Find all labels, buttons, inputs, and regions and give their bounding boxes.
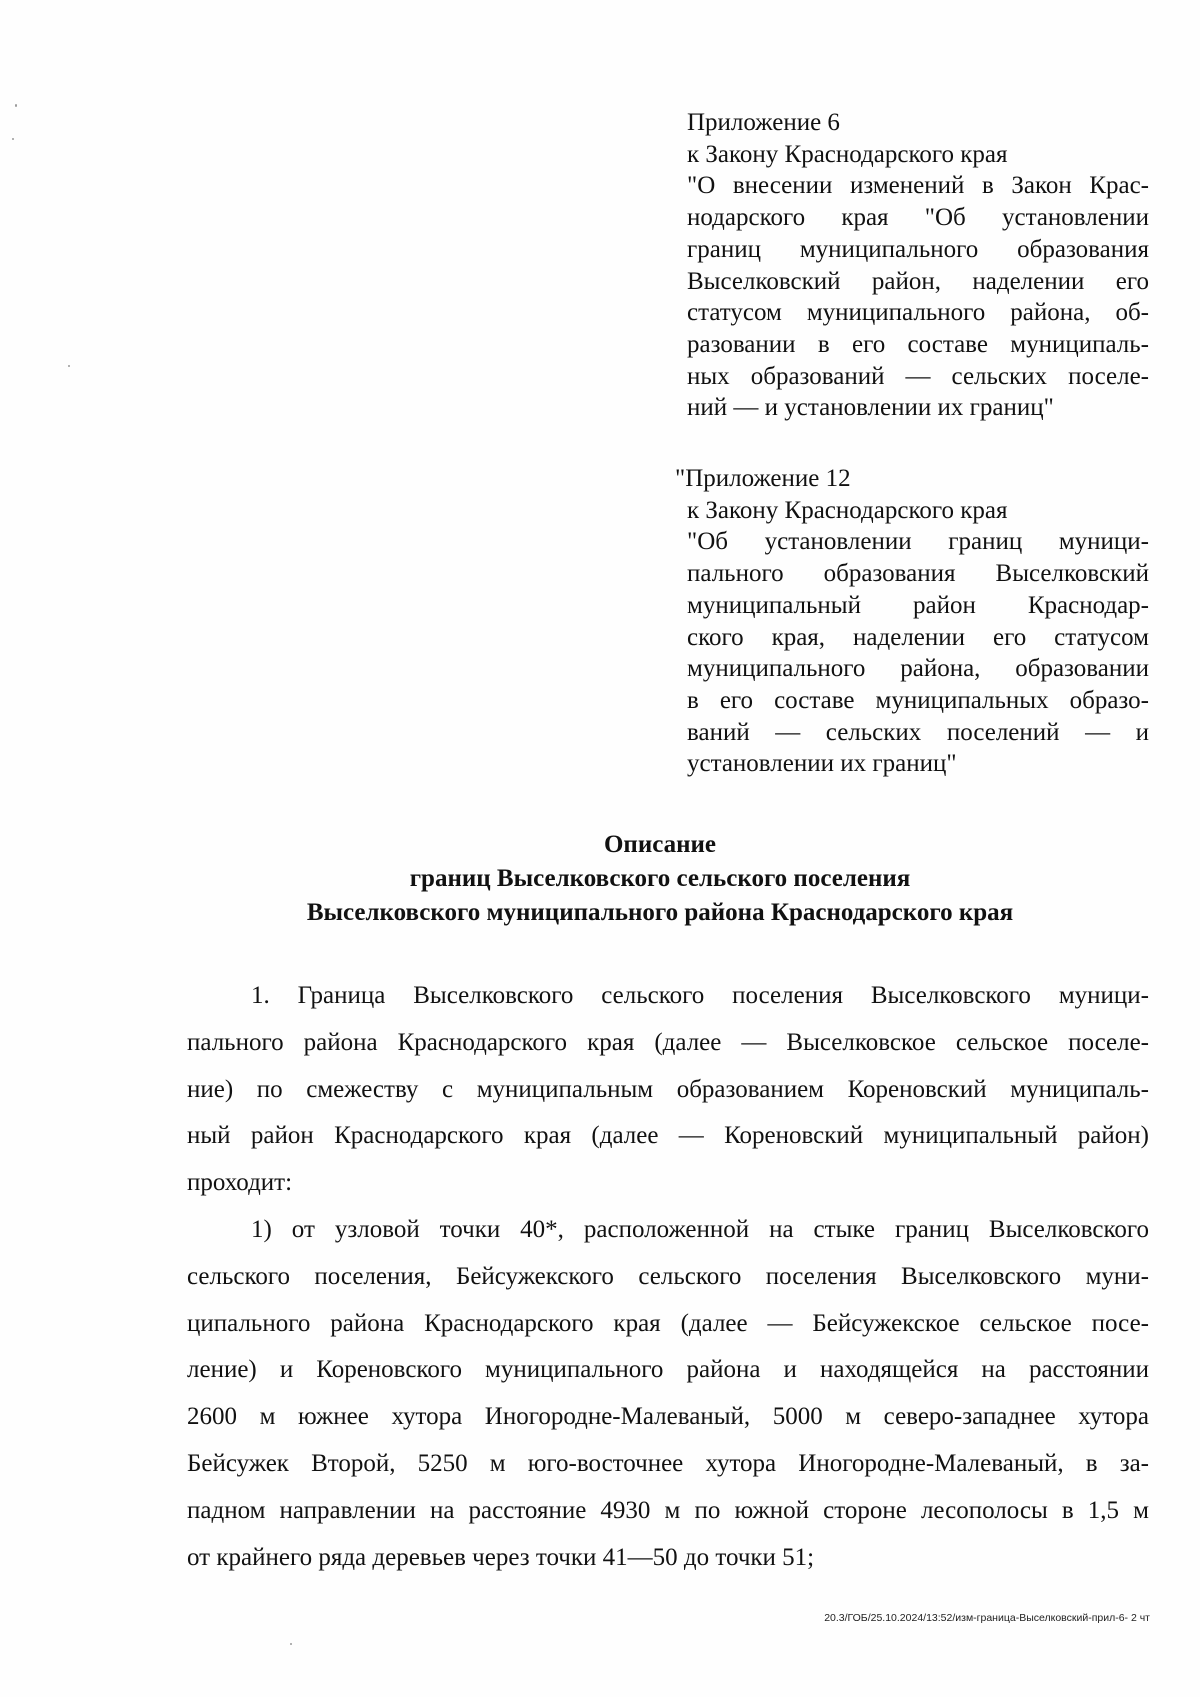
annex-6-line: нодарского края "Об установлении [687,204,1149,232]
scan-speck [12,138,14,140]
annex-12-line: пального образования Выселковский [687,560,1149,588]
scan-speck [68,365,70,367]
paragraph-2-line: сельского поселения, Бейсужекского сельского поселения Выселковского муни- [187,1262,1149,1290]
paragraph-2-line: ление) и Кореновского муниципального района и находящейся на расстоянии [187,1356,1149,1384]
annex-12-line: установлении их границ" [687,750,957,778]
annex-12-line: к Закону Краснодарского края [687,496,1008,524]
document-body [187,973,1149,1581]
annex-12-line: ского края, наделении его статусом [687,623,1149,651]
paragraph-1-line: пального района Краснодарского края (далее — Выселковское сельское поселе- [187,1028,1149,1056]
annex-12-header [675,463,1149,780]
document-footer-code: 20.3/ГОБ/25.10.2024/13:52/изм-граница-Выселковский-прил-6- 2 чт [824,1612,1150,1624]
paragraph-1-line: ный район Краснодарского края (далее — Кореновский муниципальный район) [187,1122,1149,1150]
annex-12-line: "Об установлении границ муници- [687,528,1149,556]
paragraph-1-line: ние) по смежеству с муниципальным образованием Кореновский муниципаль- [187,1075,1149,1103]
annex-6-line: ных образований — сельских поселе- [687,362,1149,390]
paragraph-2-line: падном направлении на расстояние 4930 м по южной стороне лесополосы в 1,5 м [187,1496,1149,1524]
title-line-2: границ Выселковского сельского поселения [409,865,911,892]
annex-6-line: разовании в его составе муниципаль- [687,330,1149,358]
scan-speck [290,1643,292,1645]
paragraph-2-line: ципального района Краснодарского края (далее — Бейсужекское сельское посе- [187,1309,1149,1337]
paragraph-2-line: 1) от узловой точки 40*, расположенной на стыке границ Выселковского [251,1215,1149,1243]
annex-6-line: Приложение 6 [687,109,840,136]
paragraph-2-line: от крайнего ряда деревьев через точки 41—50 до точки 51; [187,1543,815,1571]
annex-12-line: муниципальный район Краснодар- [687,591,1149,619]
paragraph-2-line: 2600 м южнее хутора Иногородне-Малеваный, 5000 м северо-западнее хутора [187,1403,1149,1431]
annex-12-line: ваний — сельских поселений — и [687,718,1149,746]
scan-speck [15,104,17,107]
annex-12-line: муниципального района, образовании [687,655,1149,683]
title-line-3: Выселковского муниципального района Краснодарского края [306,899,1014,926]
paragraph-1-line: проходит: [187,1169,293,1197]
paragraph-1-line: 1. Граница Выселковского сельского поселения Выселковского муници- [251,982,1149,1009]
document-title [180,828,1140,930]
title-line-1: Описание [603,831,717,858]
annex-6-line: ний — и установлении их границ" [687,394,1054,422]
annex-6-line: Выселковский район, наделении его [687,267,1149,295]
annex-6-header [687,107,1149,424]
annex-12-line: в его составе муниципальных образо- [687,686,1149,714]
annex-6-line: к Закону Краснодарского края [687,140,1008,168]
annex-6-line: статусом муниципального района, об- [687,299,1149,327]
annex-6-line: границ муниципального образования [687,235,1149,263]
paragraph-2-line: Бейсужек Второй, 5250 м юго-восточнее хутора Иногородне-Малеваный, в за- [187,1449,1149,1477]
annex-6-line: "О внесении изменений в Закон Крас- [687,172,1149,200]
annex-12-line: "Приложение 12 [675,465,851,492]
